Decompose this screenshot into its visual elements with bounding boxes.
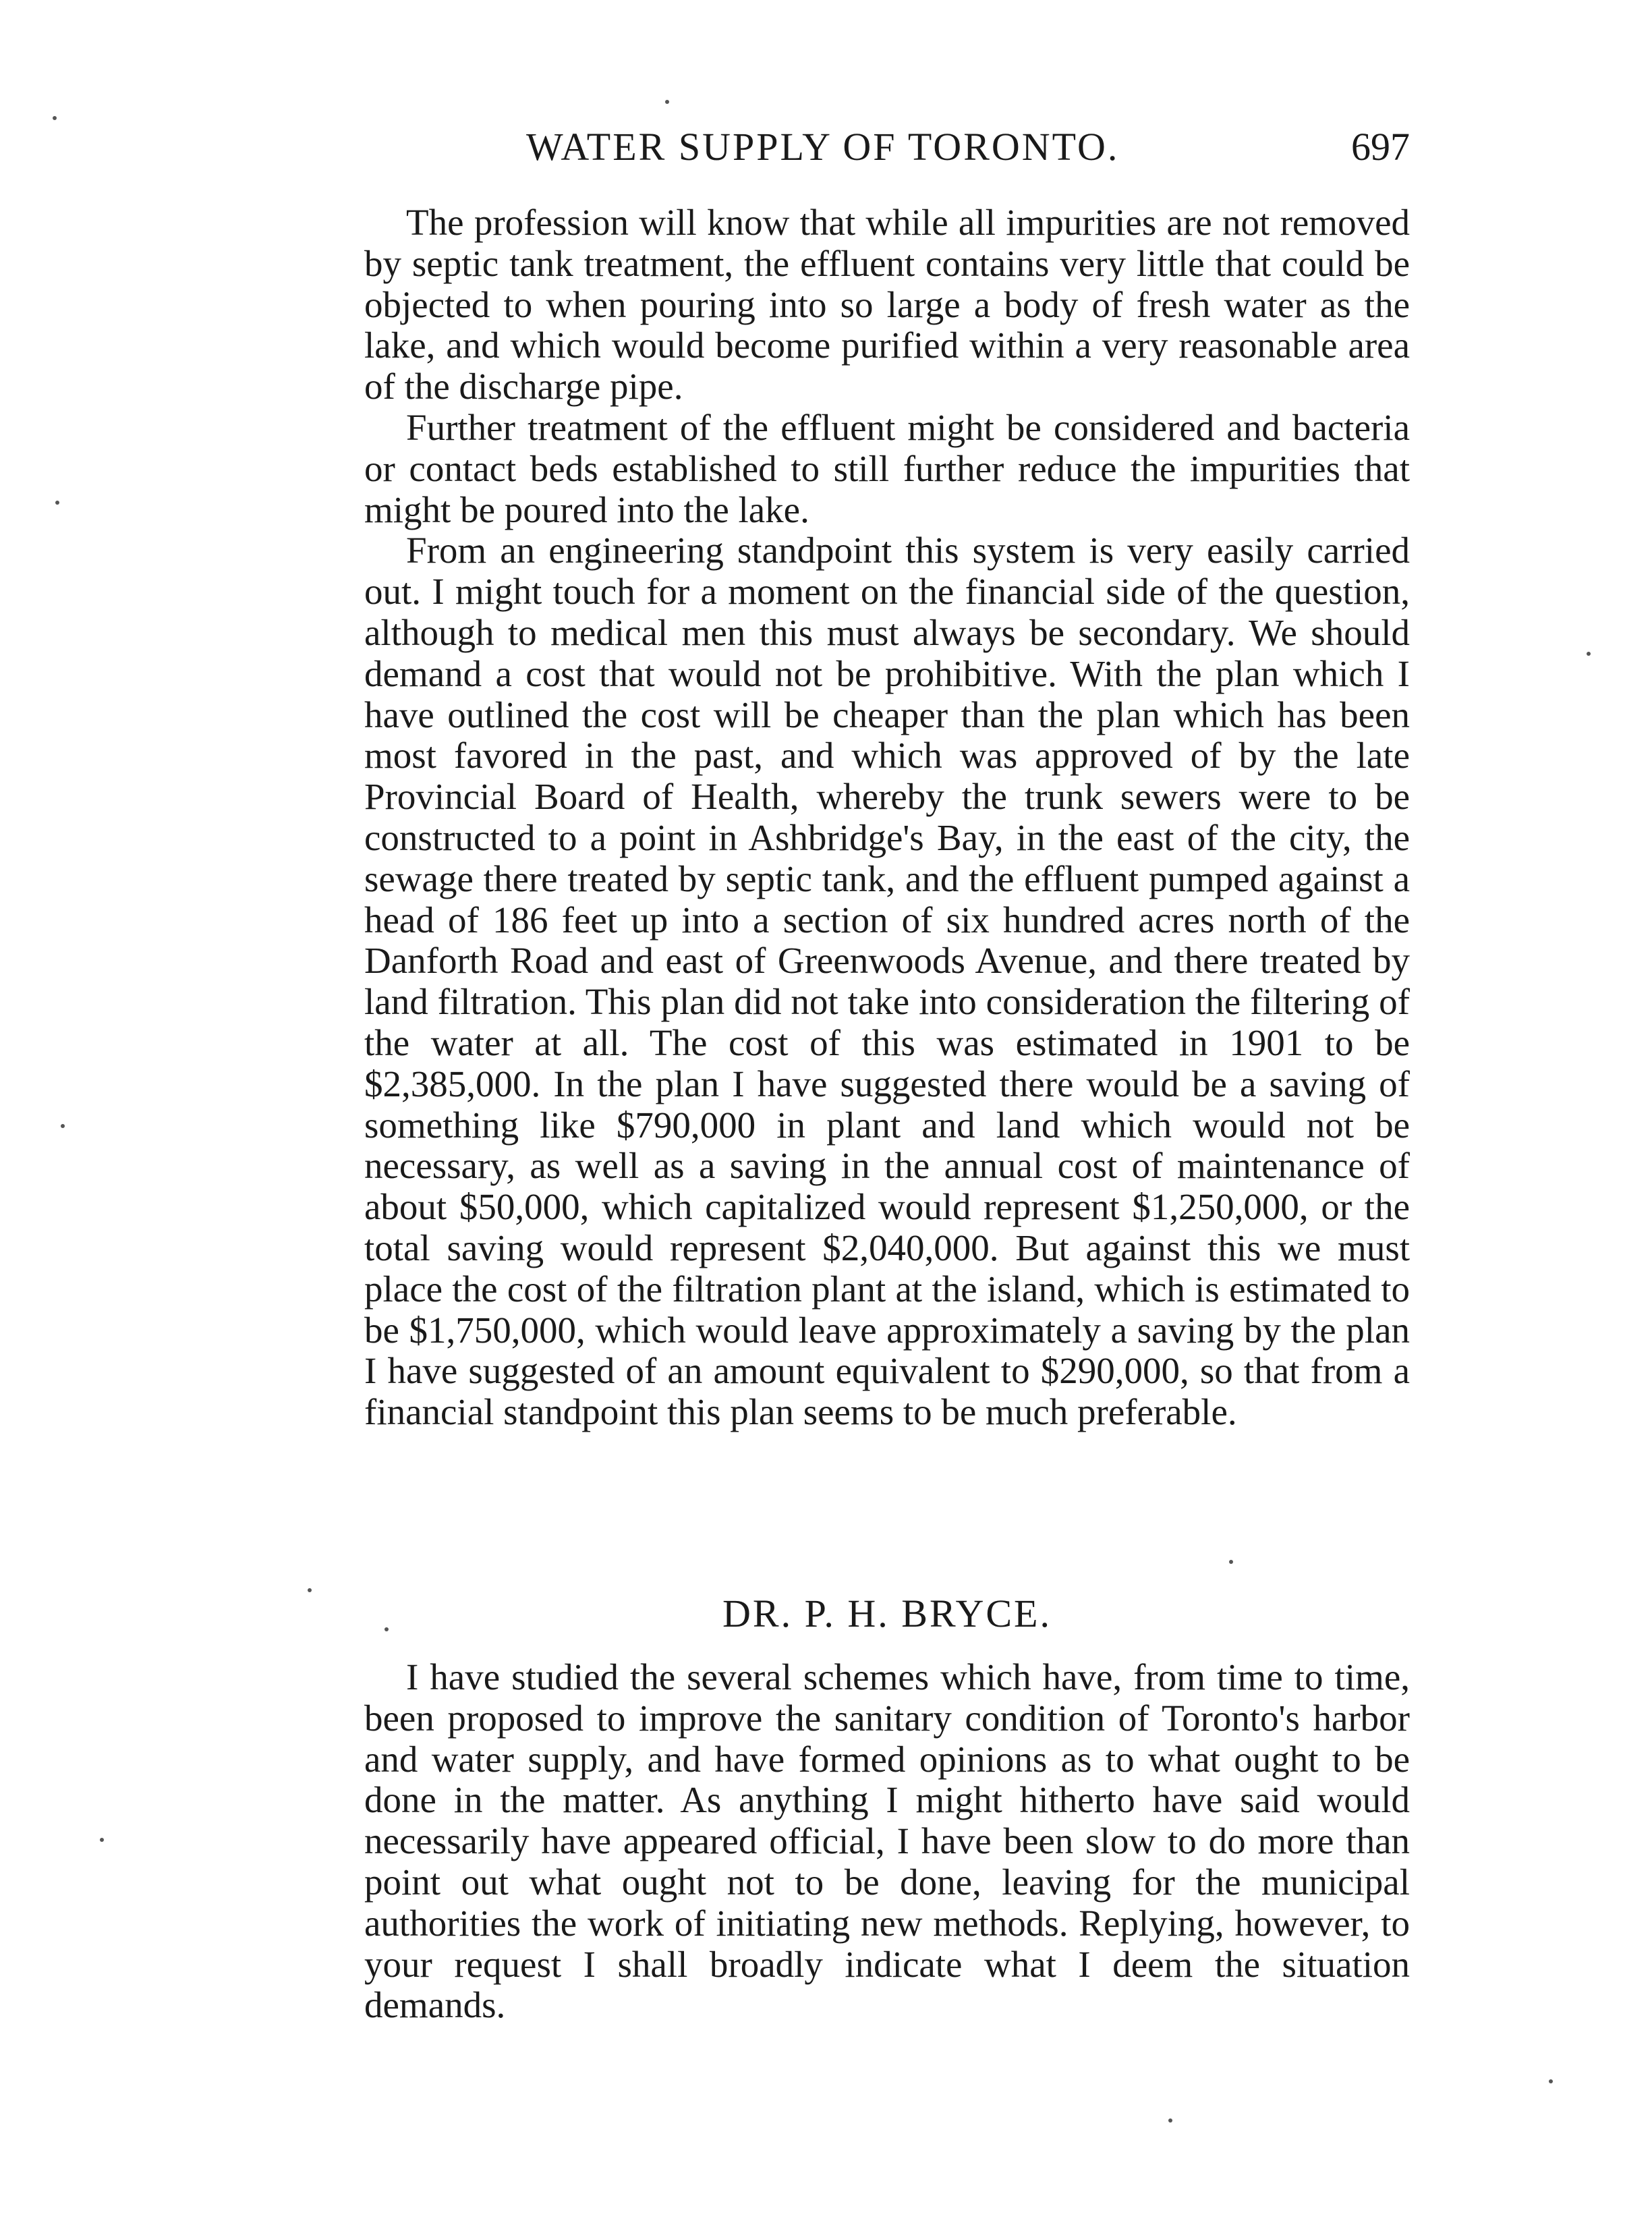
paragraph-further-treatment: Further treatment of the effluent might be considered and bacteria or contact beds established to still further reduce the impurities that might be poured into the lake.: [364, 406, 1410, 530]
page-number: 697: [1351, 125, 1410, 169]
ink-speck: [1549, 2079, 1553, 2083]
paragraph-septic-effluent: The profession will know that while all impurities are not removed by septic tank treatment, the effluent contains very little that could be objected to when pouring into so large a body of fresh water as the lake, and which would become purified within a very reasonable area of the discharge pipe.: [364, 202, 1410, 408]
ink-speck: [308, 1588, 312, 1592]
ink-speck: [61, 1124, 65, 1128]
ink-speck: [1587, 652, 1591, 656]
paragraph-bryce-opinion: I have studied the several schemes which have, from time to time, been proposed to improve the sanitary condition of Toronto's harbor and water supply, and have formed opinions as to what ought to be done in the matter. As anything I might hitherto have said would necessarily have appeared official, I have been slow to do more than point out what ought not to be done, leaving for the municipal authorities the work of initiating new methods. Replying, however, to your request I shall broadly indicate what I deem the situation demands.: [364, 1656, 1410, 2026]
section-heading: DR. P. H. BRYCE.: [722, 1592, 1052, 1635]
ink-speck: [55, 501, 59, 505]
running-title: WATER SUPPLY OF TORONTO.: [526, 125, 1120, 169]
ink-speck: [384, 1627, 389, 1631]
ink-speck: [665, 100, 669, 104]
paragraph-financial-side: From an engineering standpoint this system is very easily carried out. I might touch for a moment on the financial side of the question, although to medical men this must always be secondary. We should demand a cost that would not be prohibitive. With the plan which I have outlined the cost will be cheaper than the plan which has been most favored in the past, and which was approved of by the late Provincial Board of Health, whereby the trunk sewers were to be constructed to a point in Ashbridge's Bay, in the east of the city, the sewage there treated by septic tank, and the effluent pumped against a head of 186 feet up into a section of six hundred acres north of the Danforth Road and east of Greenwoods Avenue, and there treated by land filtration. This plan did not take into consideration the filtering of the water at all. The cost of this was estimated in 1901 to be $2,385,000. In the plan I have suggested there would be a saving of something like $790,000 in plant and land which would not be necessary, as well as a saving in the annual cost of maintenance of about $50,000, which capitalized would represent $1,250,000, or the total saving would represent $2,040,000. But against this we must place the cost of the filtration plant at the island, which is estimated to be $1,750,000, which would leave approximately a saving by the plan I have suggested of an amount equivalent to $290,000, so that from a financial standpoint this plan seems to be much preferable.: [364, 530, 1410, 1433]
ink-speck: [1229, 1560, 1233, 1564]
article-body: [364, 202, 1410, 1433]
section-body: [364, 1657, 1410, 2026]
ink-speck: [100, 1838, 104, 1842]
ink-speck: [53, 116, 57, 120]
page-header: [364, 120, 1410, 174]
ink-speck: [1168, 2118, 1172, 2123]
